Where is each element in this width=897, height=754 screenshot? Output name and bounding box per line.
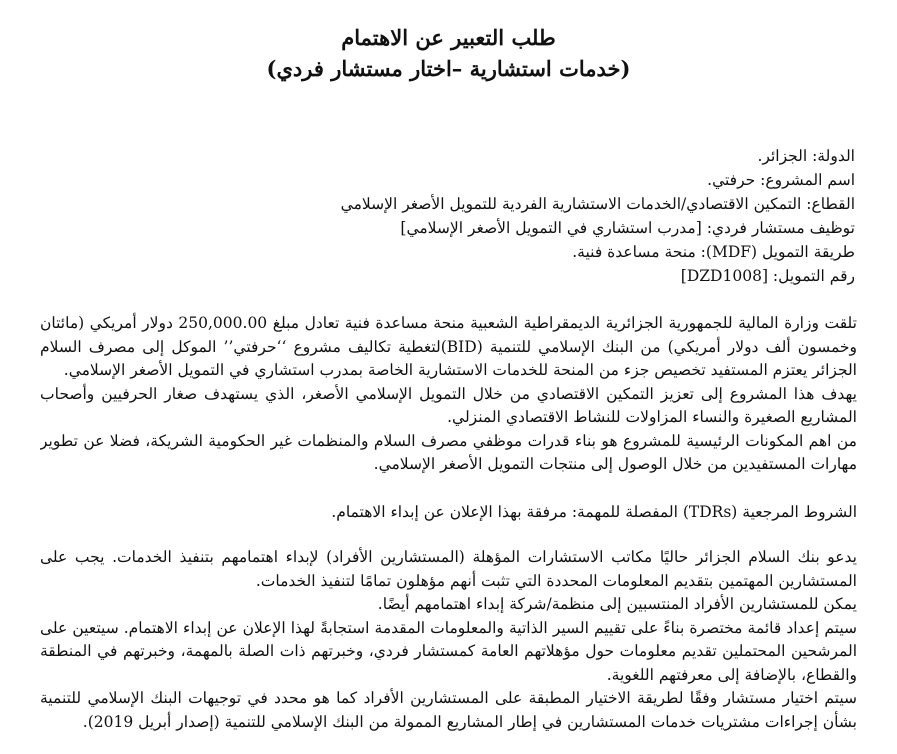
country-line: الدولة: الجزائر. xyxy=(757,147,855,165)
intro-paragraph-grant: تلقت وزارة المالية للجمهورية الجزائرية الديمقراطية الشعبية منحة مساعدة فنية تعادل مبلغ 250,000.00 دولار أمريكي (مائتان وخمسون ألف دولار أمريكي) من البنك الإسلامي للتنمية (BID)لتغطية تكاليف مشروع ‘‘حرفتي’’ الموكل إلى مصرف السلام الجزائر يعتزم المستفيد تخصيص جزء من المنحة للخدمات الاستشارية الخاصة بمدرب استشاري في التمويل الأصغر الإسلامي. xyxy=(40,314,857,379)
sector-line: القطاع: التمكين الاقتصادي/الخدمات الاستشارية الفردية للتمويل الأصغر الإسلامي xyxy=(340,195,855,213)
title-line-2: (خدمات استشارية –اختار مستشار فردي) xyxy=(266,56,631,81)
intro-paragraph-objective: يهدف هذا المشروع إلى تعزيز التمكين الاقتصادي من خلال التمويل الإسلامي الأصغر، الذي يستهدف صغار الحرفيين وأصحاب المشاريع الصغيرة والنساء المزاولات للنشاط الاقتصادي المنزلي. xyxy=(40,384,857,426)
intro-section xyxy=(40,312,857,477)
selection-method-paragraph: سيتم اختيار مستشار وفقًا لطريقة الاختيار المطبقة على المستشارين الأفراد كما هو محدد في توجيهات البنك الإسلامي للتنمية بشأن إجراءات مشتريات خدمات المستشارين في إطار المشاريع الممولة من البنك الإسلامي للتنمية (إصدار أبريل 2019). xyxy=(40,689,857,731)
hiring-line: توظيف مستشار فردي: [مدرب استشاري في التمويل الأصغر الإسلامي] xyxy=(400,219,855,237)
tdr-paragraph: الشروط المرجعية (TDRs) المفصلة للمهمة: مرفقة بهذا الإعلان عن إبداء الاهتمام. xyxy=(331,502,857,521)
project-name-line: اسم المشروع: حرفتي. xyxy=(707,171,855,189)
document-page xyxy=(40,22,857,754)
financing-method-line: طريقة التمويل (MDF): منحة مساعدة فنية. xyxy=(572,243,855,261)
intro-paragraph-components: من اهم المكونات الرئيسية للمشروع هو بناء قدرات موظفي مصرف السلام والمنظمات غير الحكومية الشريكة، فضلا عن تطوير مهارات المستفيدين من خلال الوصول إلى منتجات التمويل الأصغر الإسلامي. xyxy=(40,431,857,473)
invitation-section xyxy=(40,546,857,734)
project-info xyxy=(40,144,855,288)
title-line-1: طلب التعبير عن الاهتمام xyxy=(341,25,556,50)
affiliated-consultants-paragraph: يمكن للمستشارين الأفراد المنتسبين إلى منظمة/شركة إبداء اهتمامهم أيضًا. xyxy=(377,595,857,613)
tdr-section xyxy=(40,501,857,525)
invitation-paragraph: يدعو بنك السلام الجزائر حاليًا مكاتب الاستشارات المؤهلة (المستشارين الأفراد) لإبداء اهتمامهم بتنفيذ الخدمات. يجب على المستشارين المهتمين بتقديم المعلومات المحددة التي تثبت أنهم مؤهلون تمامًا لتنفيذ الخدمات. xyxy=(40,548,857,590)
shortlist-paragraph: سيتم إعداد قائمة مختصرة بناءً على تقييم السير الذاتية والمعلومات المقدمة استجابةً لهذا الإعلان عن إبداء الاهتمام. سيتعين على المرشحين المحتملين تقديم معلومات حول مؤهلاتهم العامة كمستشار فردي، وخبرتهم ذات الصلة بالمهمة، وخبرتهم في المنطقة والقطاع، بالإضافة إلى معرفتهم اللغوية. xyxy=(40,618,857,684)
financing-number-line: رقم التمويل: [DZD1008] xyxy=(680,267,855,285)
document-title xyxy=(40,22,857,84)
